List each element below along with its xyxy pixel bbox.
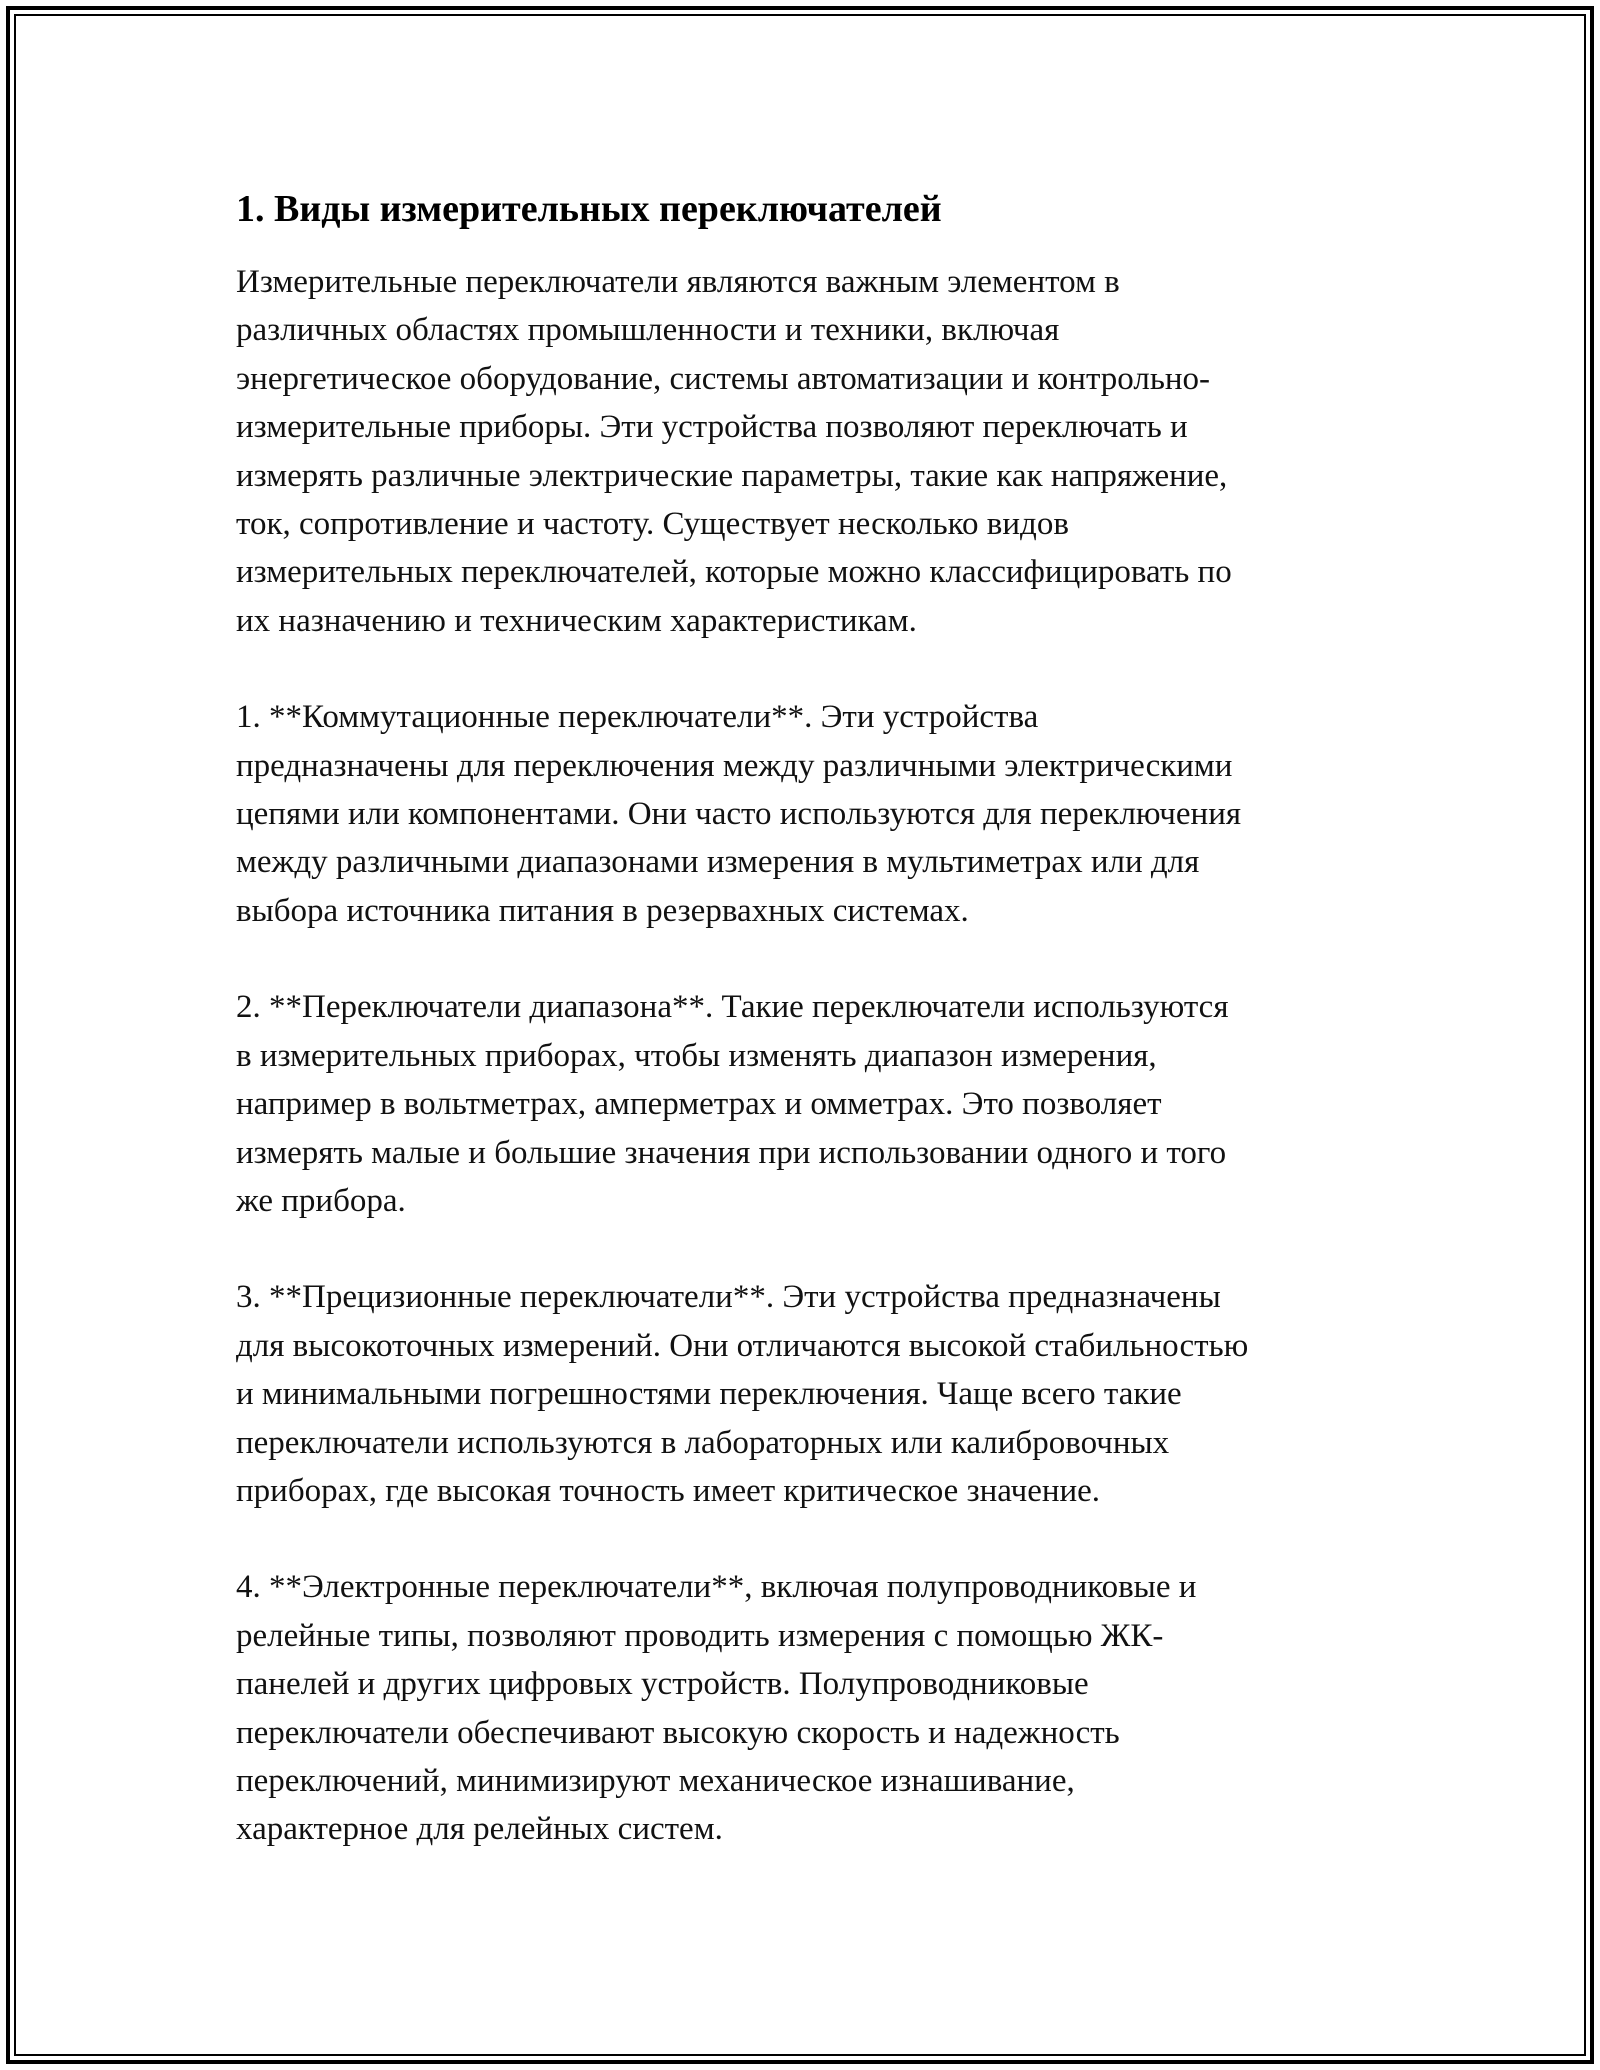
text-line: ток, сопротивление и частоту. Существует несколько видов — [236, 506, 1069, 543]
text-line: релейные типы, позволяют проводить измерения с помощью ЖК- — [236, 1617, 1164, 1654]
document-body — [236, 186, 1386, 1902]
list-item-2 — [236, 983, 1386, 1225]
list-item-1 — [236, 693, 1386, 935]
text-line: Измерительные переключатели являются важным элементом в — [236, 264, 1120, 300]
text-line: для высокоточных измерений. Они отличаются высокой стабильностью — [236, 1327, 1249, 1364]
text-line: измерительных переключателей, которые можно классифицировать по — [236, 554, 1232, 591]
text-line: характерное для релейных систем. — [236, 1811, 723, 1848]
text-line: например в вольтметрах, амперметрах и омметрах. Это позволяет — [236, 1086, 1162, 1123]
text-line: и минимальными погрешностями переключения. Чаще всего такие — [236, 1376, 1182, 1413]
text-line: же прибора. — [236, 1182, 406, 1219]
text-line: цепями или компонентами. Они часто используются для переключения — [236, 796, 1242, 833]
text-line: их назначению и техническим характеристикам. — [236, 602, 917, 639]
list-item-4 — [236, 1563, 1386, 1853]
text-line: предназначены для переключения между различными электрическими — [236, 747, 1233, 784]
text-line: измерительные приборы. Эти устройства позволяют переключать и — [236, 409, 1188, 446]
text-line: переключений, минимизируют механическое изнашивание, — [236, 1762, 1075, 1799]
text-line: 2. **Переключатели диапазона**. Такие переключатели используются — [236, 989, 1229, 1026]
intro-paragraph — [236, 258, 1386, 645]
text-line: 4. **Электронные переключатели**, включая полупроводниковые и — [236, 1569, 1197, 1606]
text-line: в измерительных приборах, чтобы изменять диапазон измерения, — [236, 1037, 1157, 1074]
list-item-3 — [236, 1273, 1386, 1515]
text-line: измерять различные электрические параметры, такие как напряжение, — [236, 457, 1228, 494]
text-line: переключатели обеспечивают высокую скорость и надежность — [236, 1714, 1120, 1751]
text-line: 1. **Коммутационные переключатели**. Эти устройства — [236, 699, 1039, 736]
text-line: панелей и других цифровых устройств. Полупроводниковые — [236, 1666, 1089, 1703]
text-line: переключатели используются в лабораторных или калибровочных — [236, 1424, 1170, 1461]
text-line: измерять малые и большие значения при использовании одного и того — [236, 1134, 1227, 1171]
text-line: между различными диапазонами измерения в мультиметрах или для — [236, 844, 1200, 881]
text-line: различных областях промышленности и техники, включая — [236, 312, 1060, 349]
text-line: выбора источника питания в резервахных системах. — [236, 892, 969, 929]
text-line: энергетическое оборудование, системы автоматизации и контрольно- — [236, 360, 1211, 397]
section-heading: 1. Виды измерительных переключателей — [236, 188, 942, 230]
text-line: 3. **Прецизионные переключатели**. Эти устройства предназначены — [236, 1279, 1221, 1316]
text-line: приборах, где высокая точность имеет критическое значение. — [236, 1472, 1101, 1509]
paragraph-list — [236, 258, 1386, 1854]
